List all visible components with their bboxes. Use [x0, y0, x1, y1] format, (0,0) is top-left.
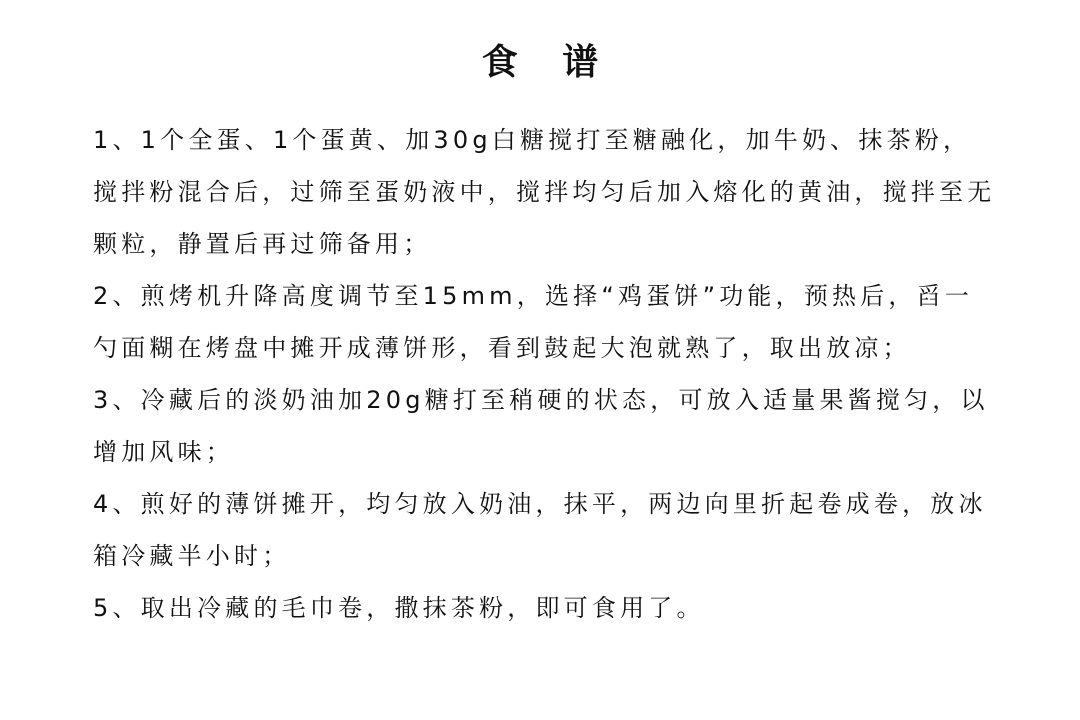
recipe-step-1: 1、1个全蛋、1个蛋黄、加30g白糖搅打至糖融化，加牛奶、抹茶粉，搅拌粉混合后，过筛至蛋奶液中，搅拌均匀后加入熔化的黄油，搅拌至无颗粒，静置后再过筛备用； [93, 126, 996, 258]
recipe-step-4: 4、煎好的薄饼摊开，均匀放入奶油，抹平，两边向里折起卷成卷，放冰箱冷藏半小时； [93, 490, 987, 570]
recipe-step-3: 3、冷藏后的淡奶油加20g糖打至稍硬的状态，可放入适量果酱搅匀，以增加风味； [93, 386, 989, 466]
recipe-step-5: 5、取出冷藏的毛巾卷，撒抹茶粉，即可食用了。 [93, 594, 705, 622]
recipe-step-2: 2、煎烤机升降高度调节至15mm，选择“鸡蛋饼”功能，预热后，舀一勺面糊在烤盘中摊开成薄饼形，看到鼓起大泡就熟了，取出放凉； [93, 282, 974, 362]
page-title: 食 谱 [481, 42, 615, 83]
recipe-steps [93, 114, 998, 634]
